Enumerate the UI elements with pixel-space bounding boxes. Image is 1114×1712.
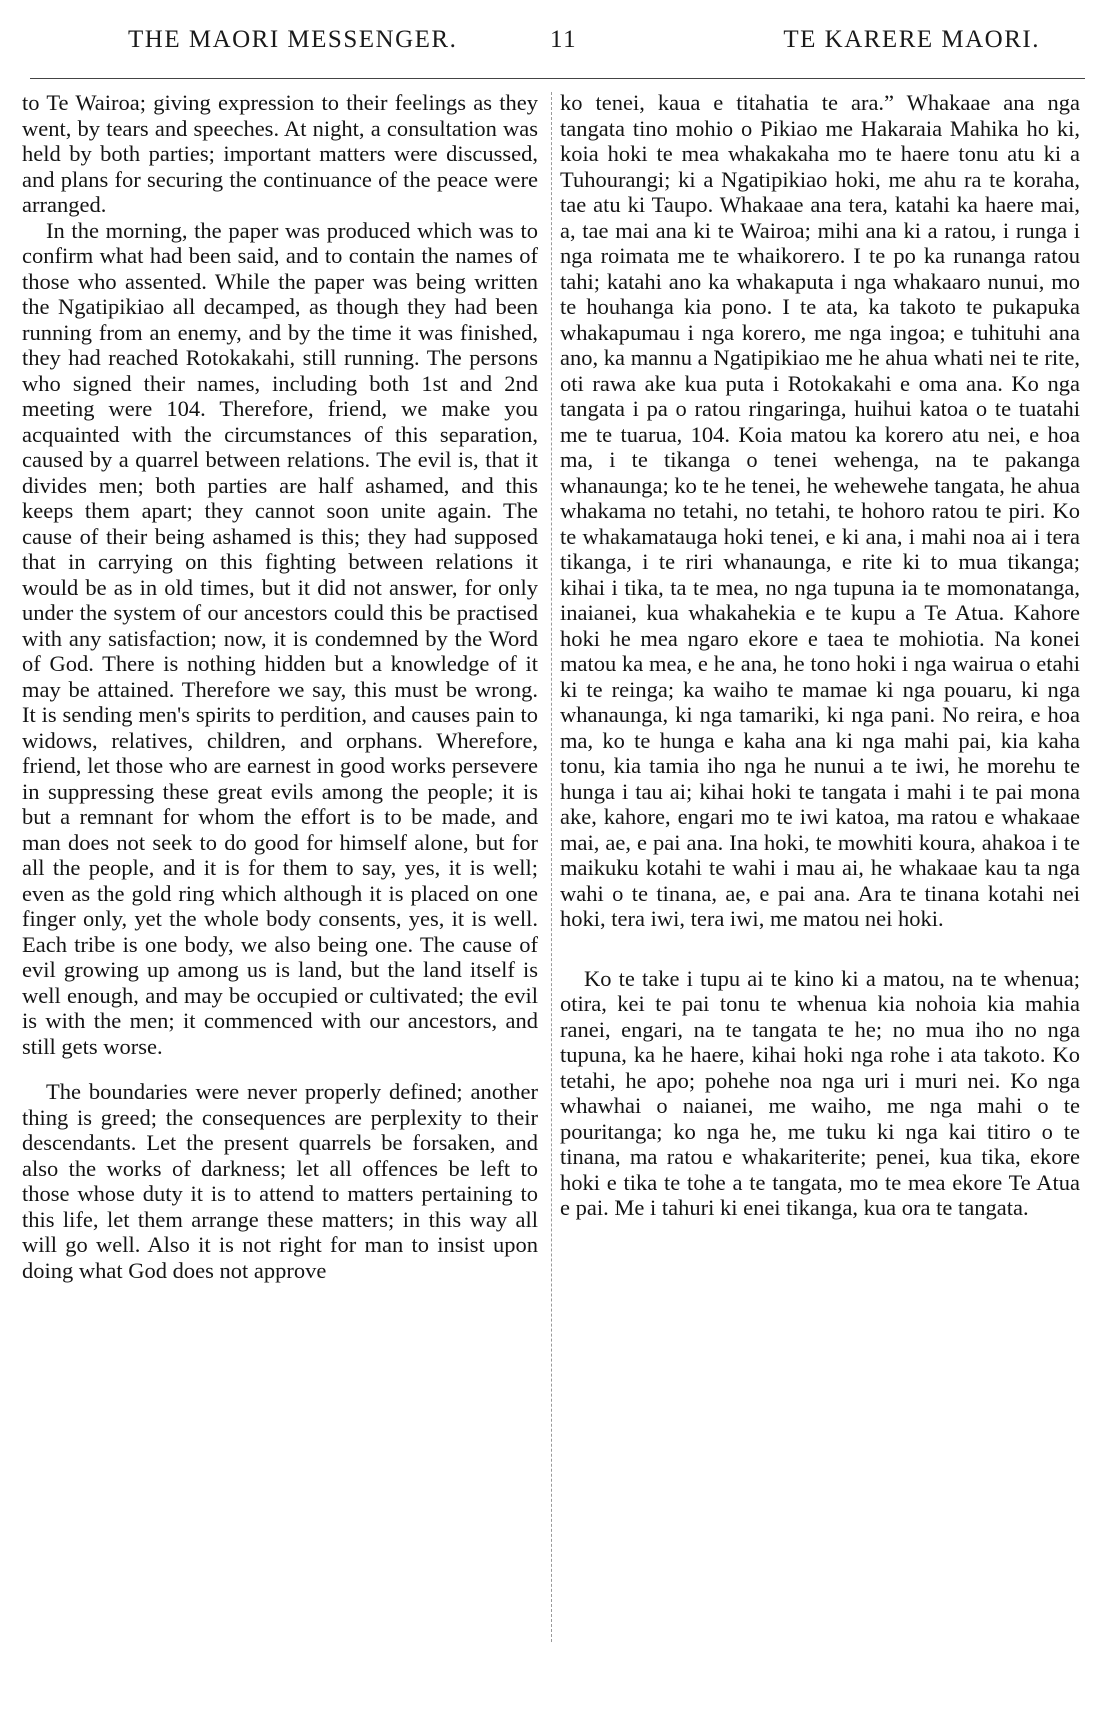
maori-column xyxy=(560,90,1080,1221)
english-paragraph: The boundaries were never properly defined; another thing is greed; the consequences are perplexity to their descendants. Let the present quarrels be forsaken, and also the works of darkness; let all offences be left to those whose duty it is to attend to matters pertaining to this life, let them arrange these matters; in this way all will go well. Also it is not right for man to insist upon doing what God does not approve xyxy=(22,1079,538,1283)
column-divider xyxy=(551,92,552,1642)
english-paragraph: to Te Wairoa; giving expression to their feelings as they went, by tears and speeches. At night, a consultation was held by both parties; important matters were discussed, and plans for securing the continuance of the peace were arranged. xyxy=(22,90,538,217)
maori-masthead-title: TE KARERE MAORI. xyxy=(783,26,1040,53)
maori-paragraph: Ko te take i tupu ai te kino ki a matou, na te whenua; otira, kei te pai tonu te whenua kia nohoia kia mahia ranei, engari, na te tangata te he; no mua iho no nga tupuna, ka he haere, kihai hoki nga rohe i ata takoto. Ko tetahi, he apo; pohehe noa nga uri i muri nei. Ko nga whawhai o naianei, me waiho, me nga mahi o te pouritanga; ko nga he, me tuku ki nga kai titiro o te tinana, ma ratou e whakariterite; penei, kua tika, ekore hoki e tika te tohe a te tangata, mo te mea ekore Te Atua e pai. Me i tahuri ki enei tikanga, kua ora te tangata. xyxy=(560,965,1080,1220)
page-header xyxy=(30,26,1080,66)
english-column xyxy=(22,90,538,1283)
english-paragraph: In the morning, the paper was produced which was to confirm what had been said, and to contain the names of those who assented. While the paper was being written the Ngatipikiao all decamped, as though they had been running from an enemy, and by the time it was finished, they had reached Rotokakahi, still running. The persons who signed their names, including both 1st and 2nd meeting were 104. Therefore, friend, we make you acquainted with the circumstances of this separation, caused by a quarrel between relations. The evil is, that it divides men; both parties are half ashamed, and this keeps them apart; they cannot soon unite again. The cause of their being ashamed is this; they had supposed that in carrying on this fighting between relations it would be as in old times, but it did not answer, for only under the system of our ancestors could this be practised with any satisfaction; now, it is condemned by the Word of God. There is nothing hidden but a knowledge of it may be attained. Therefore we say, this must be wrong. It is sending men's spirits to perdition, and causes pain to widows, relatives, children, and orphans. Wherefore, friend, let those who are earnest in good works persevere in suppressing these great evils among the people; it is but a remnant for whom the effort is to be made, and man does not seek to do good for himself alone, but for all the people, and it is for them to say, yes, it is well; even as the gold ring which although it is placed on one finger only, yet the whole body consents, yes, it is well. Each tribe is one body, we also being one. The cause of evil growing up among us is land, but the land itself is well enough, and may be occupied or cultivated; the evil is with the men; it commenced with our ancestors, and still gets worse. xyxy=(22,217,538,1059)
english-masthead-title: THE MAORI MESSENGER. xyxy=(128,26,458,53)
header-rule xyxy=(30,78,1085,79)
maori-paragraph: ko tenei, kaua e titahatia te ara.” Whakaae ana nga tangata tino mohio o Pikiao me Hakaraia Mahika ho ki, koia hoki te mea whakakaha mo te haere tonu atu ki a Tuhourangi; ki a Ngatipikiao hoki, me ahu ra te koraha, tae atu ki Taupo. Whakaae ana tera, katahi ka haere mai, a, tae mai ana ki te Wairoa; mihi ana ki a ratou, i runga i nga roimata me te whaikorero. I te po ka runanga ratou tahi; katahi ano ka whakaputa i nga whakaaro nunui, mo te houhanga kia pono. I te ata, ka takoto te pukapuka whakapumau i nga korero, me nga ingoa; e tuhituhi ana ano, ka mannu a Ngatipikiao me he ahua whati nei te rite, oti rawa ake kua puta i Rotokakahi e oma ana. Ko nga tangata i pa o ratou ringaringa, huihui katoa o te tuatahi me te tuarua, 104. Koia matou ka korero atu nei, e hoa ma, i te tikanga o tenei wehenga, na te pakanga whanaunga; ko te he tenei, he wehewehe tangata, he ahua whakama no tetahi, no tetahi, te hohoro ratou te piri. Ko te whakamatauga hoki tenei, e ki ana, i mahi noa ai i tera tikanga, i te riri whanaunga, e rite ki to mua tikanga; kihai i tika, ta te mea, no nga tupuna ia te momonatanga, inaianei, kua whakahekia e te kupu a Te Atua. Kahore hoki he mea ngaro ekore e taea te mohiotia. Na konei matou ka mea, e he ana, he tono hoki i nga wairua o etahi ki te reinga; ka waiho te mamae ki nga pouaru, ki nga whanaunga, ki nga tamariki, ki nga pani. No reira, e hoa ma, ko te hunga e kaha ana ki nga mahi pai, kia kaha tonu, kia tamia iho nga he nunui a te iwi, he morehu te hunga i tau ai; kihai hoki te tangata i mahi i te pai mona ake, kahore, engari mo te iwi katoa, ma ratou e whakaae mai, ae, e pai ana. Ina hoki, te mowhiti koura, ahakoa i te maikuku kotahi te wahi i mau ai, he whakaae kau ta nga wahi o te tinana, ae, e pai ana. Ara te tinana kotahi nei hoki, tera iwi, tera iwi, me matou nei hoki. xyxy=(560,90,1080,931)
page-number: 11 xyxy=(550,26,578,53)
